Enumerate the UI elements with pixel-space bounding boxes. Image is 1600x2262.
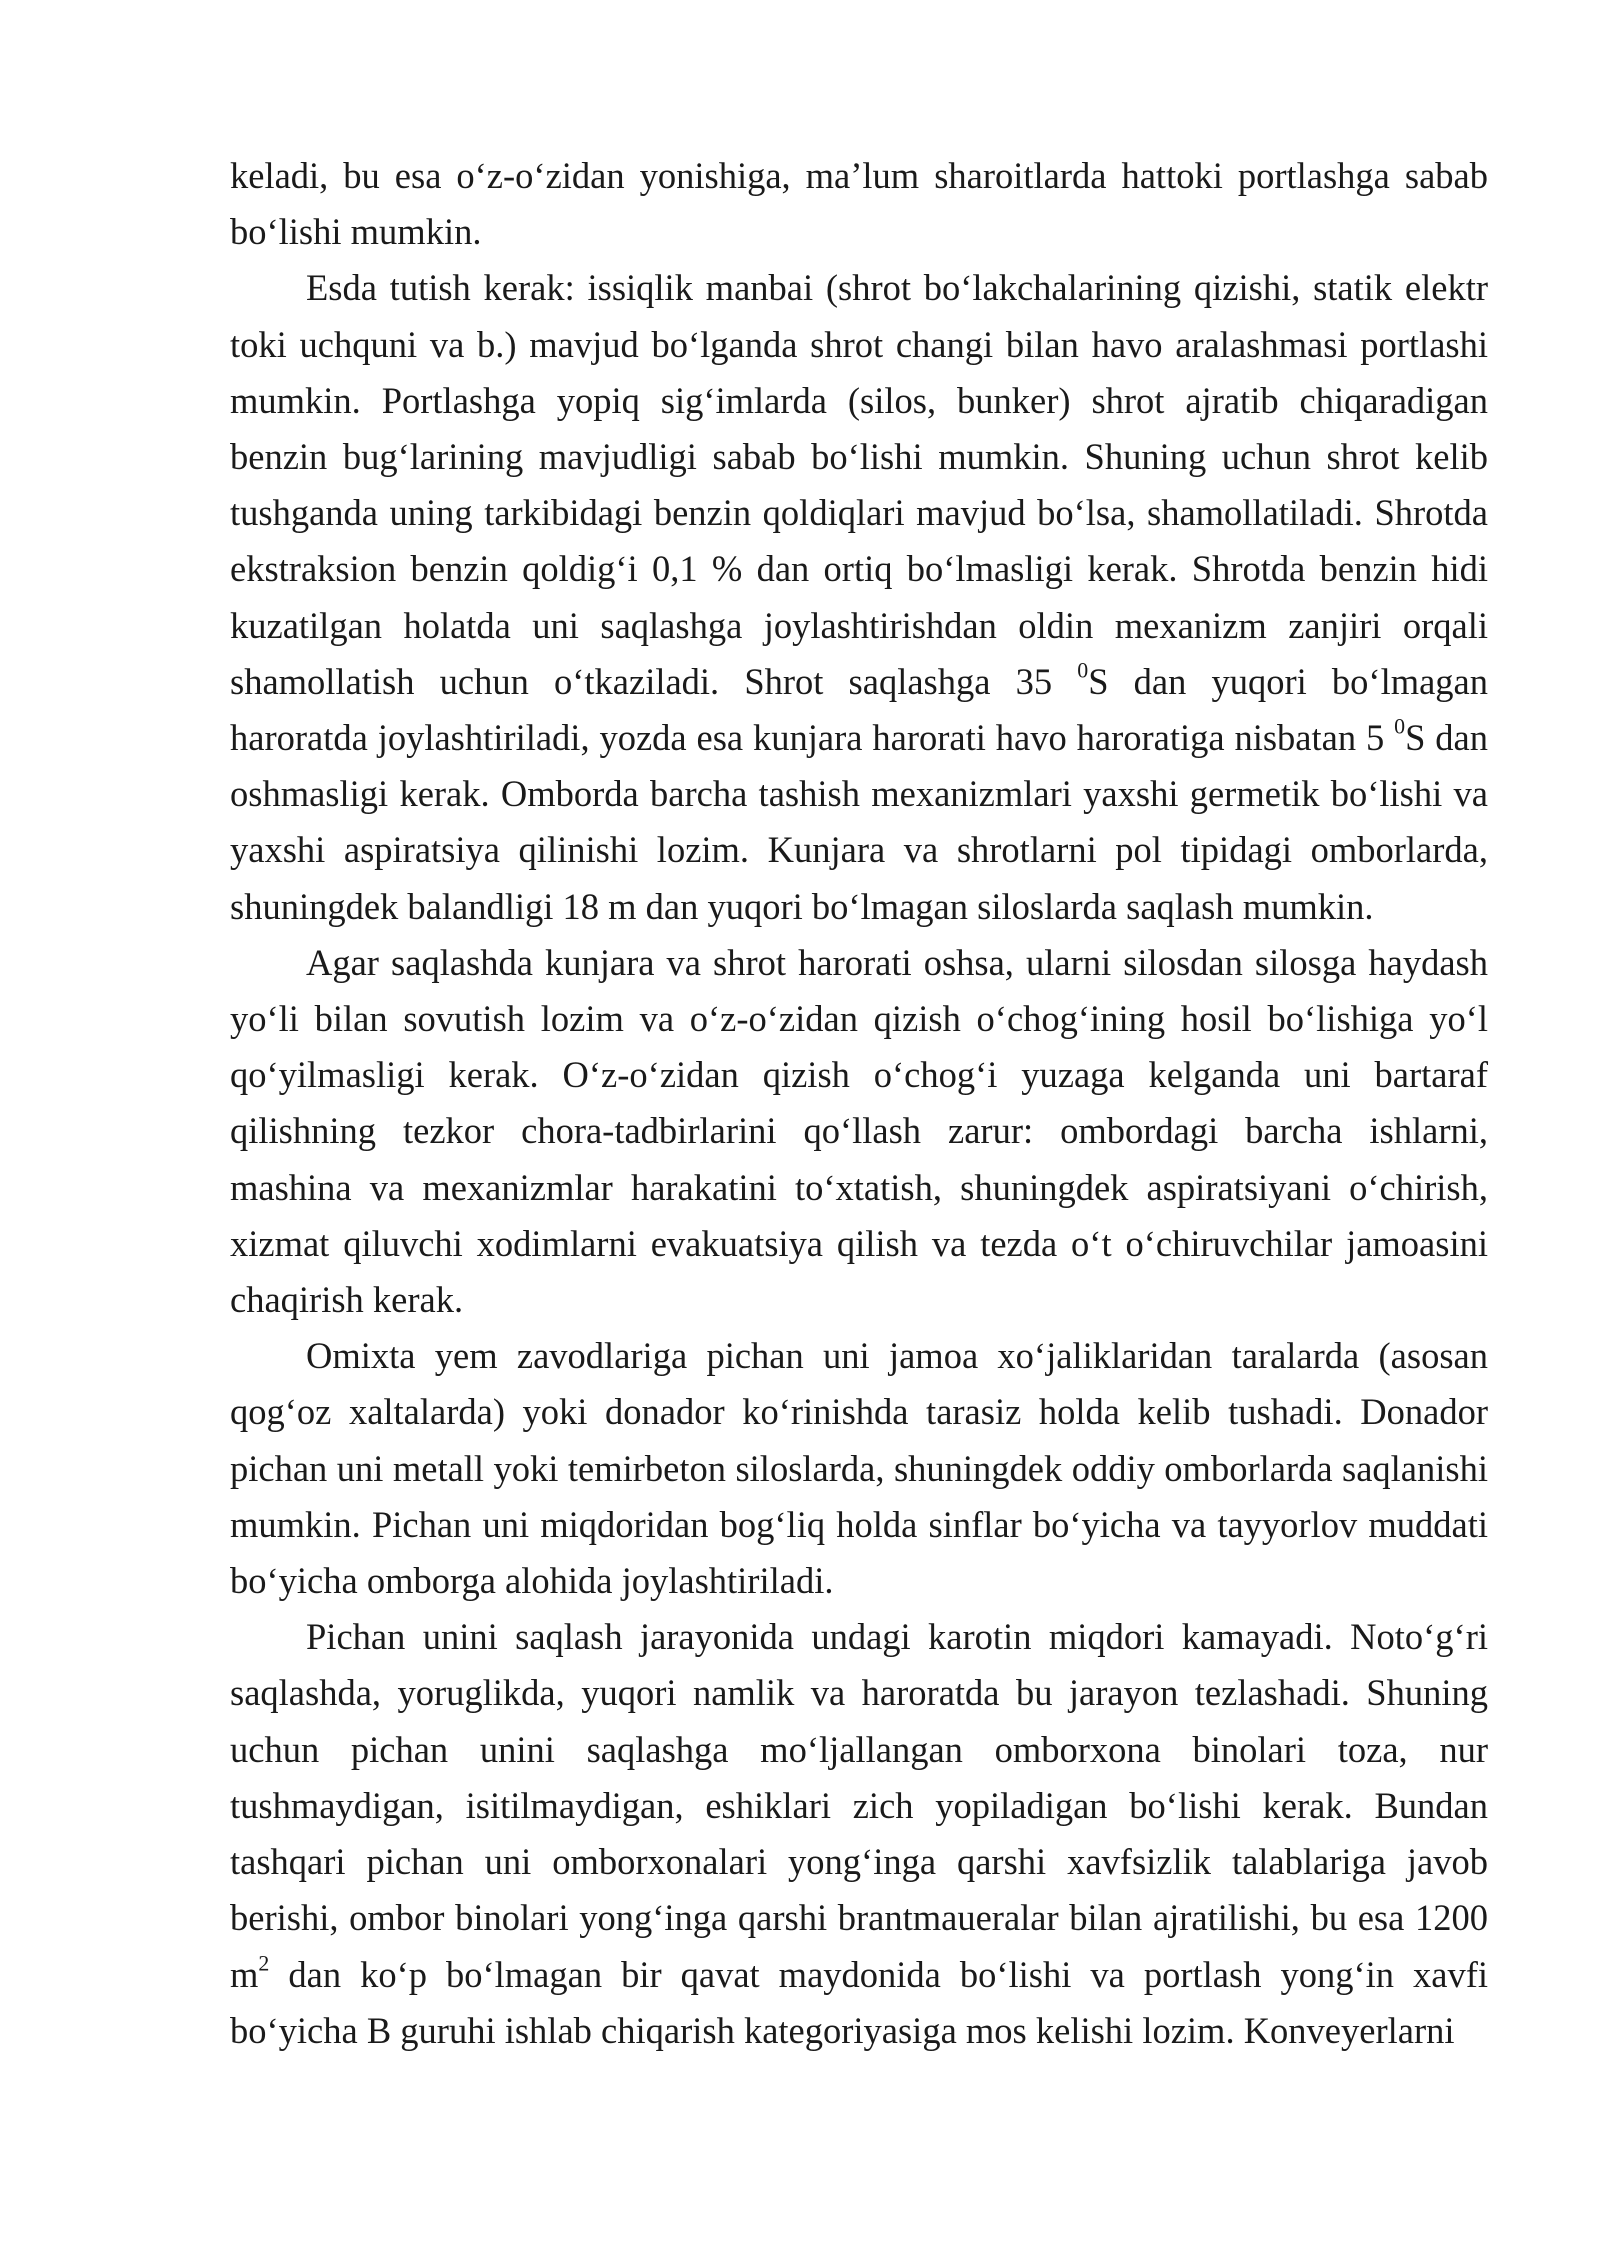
paragraph-2 xyxy=(230,260,1488,934)
paragraph-5-text-a: Pichan unini saqlash jarayonida undagi karotin miqdori kamayadi. Noto‘g‘ri saqlashda, yoruglikda, yuqori namlik va haroratda bu jarayon tezlashadi. Shuning uchun pichan unini saqlashga mo‘ljallangan omborxona binolari toza, nur tushmaydigan, isitilmaydigan, eshiklari zich yopiladigan bo‘lishi kerak. Bundan tashqari pichan uni omborxonalari yong‘inga qarshi xavfsizlik talablariga javob berishi, ombor binolari yong‘inga qarshi brantmaueralar bilan ajratilishi, bu esa 1200 m xyxy=(230,1616,1488,1995)
paragraph-5 xyxy=(230,1609,1488,2059)
square-superscript: 2 xyxy=(258,1950,270,1976)
paragraph-2-text-b: S dan yuqori bo‘lmagan haroratda joylashtiriladi, yozda esa kunjara harorati havo haroratiga nisbatan 5 xyxy=(230,660,1489,759)
paragraph-5-text-b: dan ko‘p bo‘lmagan bir qavat maydonida bo‘lishi va portlash yong‘in xavfi bo‘yicha B guruhi ishlab chiqarish kategoriyasiga mos kelishi lozim. Konveyerlarni xyxy=(230,1953,1488,2051)
degree-superscript: 0 xyxy=(1077,657,1089,683)
paragraph-3-text: Agar saqlashda kunjara va shrot harorati oshsa, ularni silosdan silosga haydash yo‘li bilan sovutish lozim va o‘z-o‘zidan qizish o‘chog‘ining hosil bo‘lishiga yo‘l qo‘yilmasligi kerak. O‘z-o‘zidan qizish o‘chog‘i yuzaga kelganda uni bartaraf qilishning tezkor chora-tadbirlarini qo‘llash zarur: ombordagi barcha ishlarni, mashina va mexanizmlar harakatini to‘xtatish, shuningdek aspiratsiyani o‘chirish, xizmat qiluvchi xodimlarni evakuatsiya qilish va tezda o‘t o‘chiruvchilar jamoasini chaqirish kerak. xyxy=(230,941,1488,1321)
paragraph-2-text-c: S dan oshmasligi kerak. Omborda barcha tashish mexanizmlari yaxshi germetik bo‘lishi va yaxshi aspiratsiya qilinishi lozim. Kunjara va shrotlarni pol tipidagi omborlarda, shuningdek balandligi 18 m dan yuqori bo‘lmagan siloslarda saqlash mumkin. xyxy=(230,717,1488,927)
paragraph-4 xyxy=(230,1328,1488,1609)
degree-superscript: 0 xyxy=(1394,713,1406,739)
paragraph-2-text-a: Esda tutish kerak: issiqlik manbai (shrot bo‘lakchalarining qizishi, statik elektr toki uchquni va b.) mavjud bo‘lganda shrot changi bilan havo aralashmasi portlashi mumkin. Portlashga yopiq sig‘imlarda (silos, bunker) shrot ajratib chiqaradigan benzin bug‘larining mavjudligi sabab bo‘lishi mumkin. Shuning uchun shrot kelib tushganda uning tarkibidagi benzin qoldiqlari mavjud bo‘lsa, shamollatiladi. Shrotda ekstraksion benzin qoldig‘i 0,1 % dan ortiq bo‘lmasligi kerak. Shrotda benzin hidi kuzatilgan holatda uni saqlashga joylashtirishdan oldin mexanizm zanjiri orqali shamollatish uchun o‘tkaziladi. Shrot saqlashga 35 xyxy=(230,267,1488,702)
paragraph-4-text: Omixta yem zavodlariga pichan uni jamoa xo‘jaliklaridan taralarda (asosan qog‘oz xaltalarda) yoki donador ko‘rinishda tarasiz holda kelib tushadi. Donador pichan uni metall yoki temirbeton siloslarda, shuningdek oddiy omborlarda saqlanishi mumkin. Pichan uni miqdoridan bog‘liq holda sinflar bo‘yicha va tayyorlov muddati bo‘yicha omborga alohida joylashtiriladi. xyxy=(230,1335,1488,1602)
document-page xyxy=(230,148,1488,2059)
paragraph-1-text: keladi, bu esa o‘z-o‘zidan yonishiga, ma’lum sharoitlarda hattoki portlashga sabab bo‘lishi mumkin. xyxy=(230,155,1488,253)
paragraph-3 xyxy=(230,935,1488,1328)
paragraph-1 xyxy=(230,148,1488,260)
